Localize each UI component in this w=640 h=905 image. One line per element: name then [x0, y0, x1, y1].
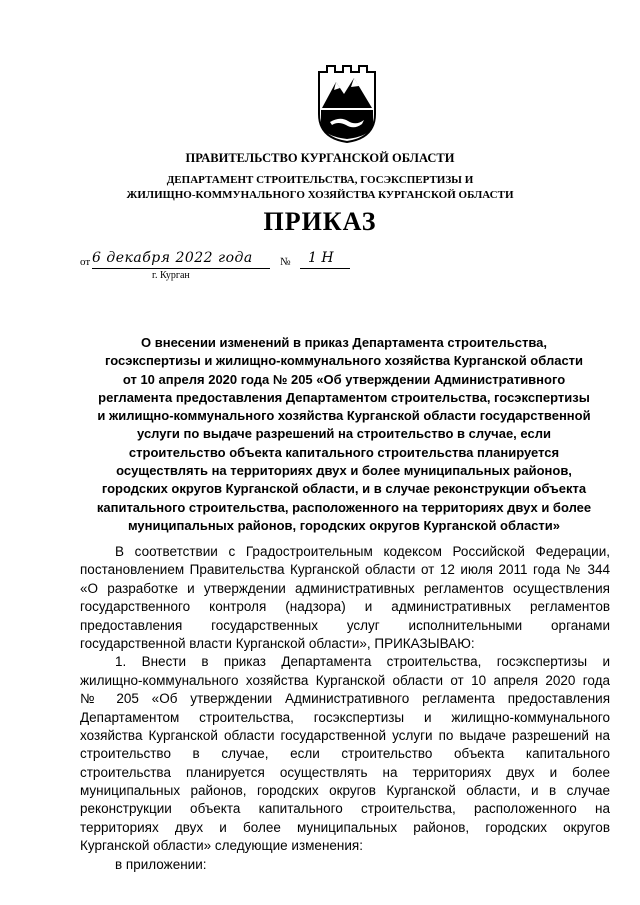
- body-line: В соответствии с Градостроительным кодексом Российской Федерации,: [115, 544, 610, 559]
- date-prefix: от: [80, 256, 91, 268]
- document-title: ПРИКАЗ: [263, 207, 377, 236]
- body-line: территориях двух и более муниципальных районов, городских округов: [80, 819, 610, 835]
- body-line: государственного контроля (надзора) и административных регламентов: [80, 599, 610, 615]
- document-body: [80, 543, 610, 874]
- body-line: хозяйства Курганской области государственной услуги по выдаче разрешений на: [80, 727, 610, 743]
- coat-of-arms-emblem: [316, 64, 378, 144]
- org-name-department-line1: ДЕПАРТАМЕНТ СТРОИТЕЛЬСТВА, ГОСЭКСПЕРТИЗЫ И: [166, 174, 474, 186]
- subject-line: услуги по выдаче разрешений на строительство в случае, если: [137, 426, 551, 442]
- body-line: реконструкции объекта капитального строительства, расположенного на: [80, 801, 610, 817]
- org-name-department-line2: ЖИЛИЩНО-КОММУНАЛЬНОГО ХОЗЯЙСТВА КУРГАНСКОЙ ОБЛАСТИ: [126, 189, 514, 201]
- subject-line: от 10 апреля 2020 года № 205 «Об утверждении Административного: [122, 371, 566, 387]
- body-line: предоставления государственных услуг исполнительными органами: [80, 617, 610, 633]
- body-line: Департаментом строительства, госэкспертизы и жилищно-коммунального: [80, 709, 610, 725]
- body-line: постановлением Правительства Курганской области от 12 июля 2011 года № 344: [80, 562, 610, 578]
- city-name: г. Курган: [152, 270, 190, 281]
- date-underline: [92, 268, 270, 269]
- body-line: «О разработке и утверждении административных регламентов осуществления: [80, 580, 610, 596]
- subject-line: осуществлять на территориях двух и более муниципальных районов,: [116, 463, 572, 479]
- body-line: государственной власти Курганской области», ПРИКАЗЫВАЮ:: [80, 635, 475, 651]
- body-line: Курганской области» следующие изменения:: [80, 838, 363, 854]
- body-line: строительство в случае, если строительство объекта капитального: [80, 746, 610, 762]
- subject-line: и жилищно-коммунального хозяйства Курганской области государственной: [97, 408, 591, 424]
- body-line: № 205 «Об утверждении Административного регламента предоставления: [80, 691, 610, 707]
- body-line: строительства планируется осуществлять на территориях двух и более: [80, 764, 610, 780]
- org-name-government: ПРАВИТЕЛЬСТВО КУРГАНСКОЙ ОБЛАСТИ: [185, 151, 455, 165]
- subject-line: городских округов Курганской области, и в случае реконструкции объекта: [101, 481, 587, 497]
- subject-line: капитального строительства, расположенного на территориях двух и более: [96, 499, 592, 515]
- subject-line: муниципальных районов, городских округов Курганской области»: [127, 517, 560, 533]
- number-underline: [300, 268, 350, 269]
- subject-line: строительство объекта капитального строительства планируется: [128, 444, 560, 460]
- body-line: муниципальных районов, городских округов Курганской области, и в случае: [80, 783, 610, 799]
- handwritten-date: 6 декабря 2022 года: [92, 250, 253, 266]
- date-number-row: [80, 250, 380, 286]
- number-prefix: №: [280, 256, 291, 268]
- subject-line: госэкспертизы и жилищно-коммунального хозяйства Курганской области: [104, 353, 584, 369]
- handwritten-number: 1 Н: [308, 250, 334, 266]
- body-line: в приложении:: [115, 856, 207, 872]
- body-line: 1. Внести в приказ Департамента строительства, госэкспертизы и: [115, 654, 610, 670]
- body-line: жилищно-коммунального хозяйства Курганской области от 10 апреля 2020 года: [80, 672, 610, 688]
- subject-line: О внесении изменений в приказ Департамента строительства,: [141, 335, 547, 350]
- document-subject: [80, 334, 608, 535]
- subject-line: регламента предоставления Департаментом строительства, госэкспертизы: [98, 389, 590, 405]
